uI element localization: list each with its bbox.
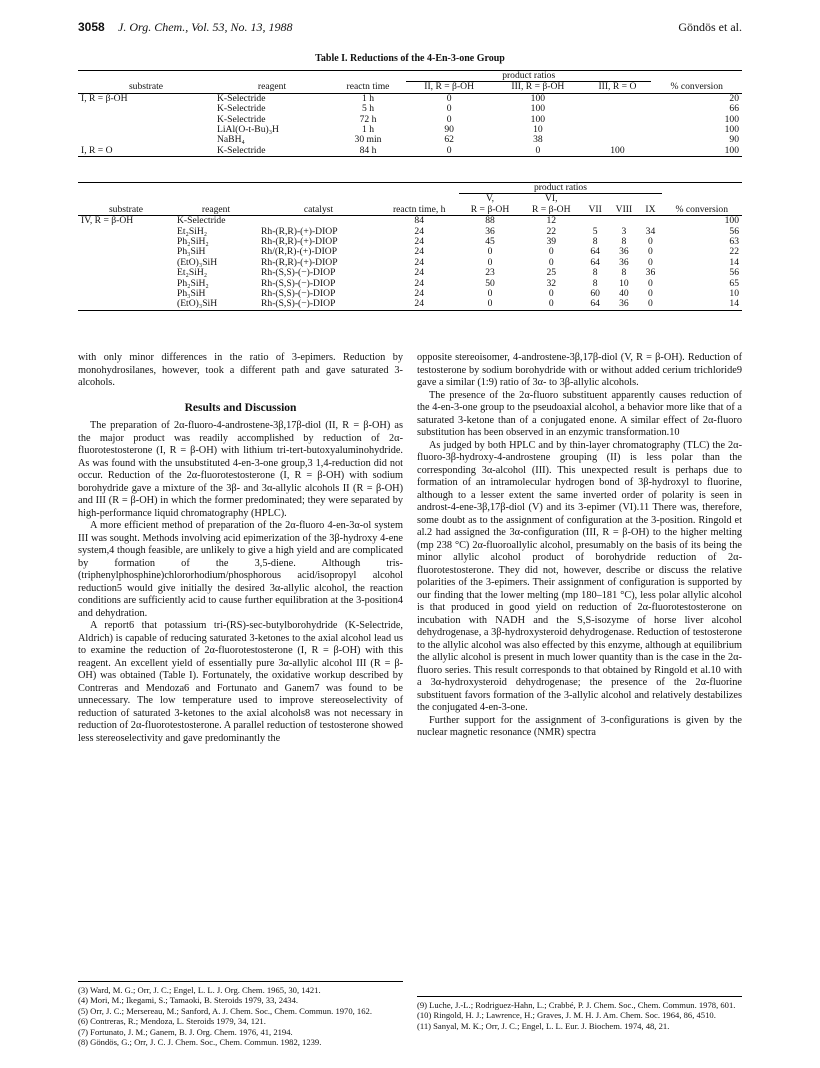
left-column bbox=[78, 352, 403, 745]
table-2-cell: 39 bbox=[546, 236, 557, 248]
table-1-row bbox=[78, 135, 742, 145]
footnote: (7) Fortunato, J. M.; Ganem, B. J. Org. Chem. 1976, 41, 2194. bbox=[78, 1026, 293, 1037]
table-2-cell: 45 bbox=[485, 236, 495, 248]
table-2-header-row bbox=[78, 205, 742, 216]
table-2-cell: 63 bbox=[729, 236, 739, 248]
table-2-cell: Rh-(S,S)-(−)-DIOP bbox=[261, 298, 336, 310]
table-2-cell: Rh-(R,R)-(+)-DIOP bbox=[261, 225, 338, 237]
table-2-cell bbox=[78, 237, 174, 247]
table-2-cell: 36 bbox=[619, 298, 629, 310]
table-2-cell: 8 bbox=[621, 236, 627, 248]
table-1-cell: 0 bbox=[446, 113, 452, 125]
journal-citation: J. Org. Chem., Vol. 53, No. 13, 1988 bbox=[118, 20, 293, 34]
page-number: 3058 bbox=[78, 20, 105, 34]
t2-col-viii: VIII bbox=[615, 203, 633, 215]
table-1-cell: 38 bbox=[533, 134, 543, 146]
table-1-cell: 20 bbox=[729, 92, 739, 104]
table-2-row bbox=[78, 299, 742, 310]
t2-col-vii: VII bbox=[588, 203, 602, 215]
table-2-cell: 0 bbox=[548, 246, 554, 258]
t2-col-vi: R = β-OH bbox=[531, 203, 571, 215]
table-1-cell bbox=[583, 125, 651, 135]
t2-col-substrate: substrate bbox=[108, 203, 144, 215]
table-2-cell bbox=[78, 299, 174, 310]
table-2-cell bbox=[78, 279, 174, 289]
table-2-cell: 65 bbox=[729, 277, 739, 289]
table-2-cell: Rh-(R,R)-(+)-DIOP bbox=[261, 256, 338, 268]
table-2-cell: 25 bbox=[546, 267, 557, 279]
table-2-cell: 3 bbox=[621, 225, 627, 237]
table-2-cell: Ph₂SiH₂ bbox=[177, 277, 209, 289]
table-2-cell bbox=[78, 289, 174, 299]
table-2-cell: 64 bbox=[590, 298, 600, 310]
t1-col-conversion: % conversion bbox=[670, 81, 723, 93]
table-2-cell: Ph₂SiH₂ bbox=[177, 236, 209, 248]
table-2-group-row bbox=[78, 183, 742, 194]
table-2-cell: 5 bbox=[592, 225, 598, 237]
t1-col-iii-o: III, R = O bbox=[598, 81, 637, 93]
table-2-cell: 88 bbox=[485, 215, 495, 227]
table-1-cell bbox=[78, 104, 214, 114]
table-2-cell: 24 bbox=[414, 288, 424, 300]
table-2-cell: 24 bbox=[414, 246, 424, 258]
table-1-cell bbox=[583, 115, 651, 125]
right-column bbox=[417, 352, 742, 740]
table-2-cell: Ph₃SiH bbox=[177, 246, 206, 258]
table-2-cell: 64 bbox=[590, 246, 600, 258]
footnotes-right bbox=[417, 996, 742, 1031]
table-2-cell bbox=[78, 258, 174, 268]
left-paragraph: A more efficient method of preparation of the 2α-fluoro 4-en-3α-ol system III was sought. Methods involving acid epimerization of the 3β-hydroxy 4-ene system,4 though feasible, are unlikely to give a high yield and are complicated by formation of the 3,5-diene. Although tris-(triphenylphosphine)chlororhodium/phosphorous acid/isopropyl alcohol reduction5 would give initially the desired 3α-allylic alcohol, the reaction conditions are sufficiently acid to cause further equilibration at the 3-position4 and dehydration. bbox=[78, 520, 403, 619]
table-2-cell: 22 bbox=[729, 246, 739, 258]
footnote: (5) Orr, J. C.; Mersereau, M.; Sanford, A. J. Chem. Soc., Chem. Commun. 1970, 162. bbox=[78, 1005, 372, 1016]
left-paragraph: The preparation of 2α-fluoro-4-androstene-3β,17β-diol (II, R = β-OH) as the major product was readily accomplished by reduction of 2α-fluorotestosterone (I, R = β-OH) with lithium tri-tert-butoxyaluminohydride. As was found with the unsubstituted 4-en-3-one group,3 1,4-reduction did not occur. Reduction of the 2α-fluorotestosterone (I, R = β-OH) with sodium borohydride gave a mixture of the 3β- and 3α-allylic alcohols II (R = β-OH) and III (R = β-OH) in which the former predominated; they were separated by high-performance liquid chromatography (HPLC). bbox=[78, 420, 403, 519]
table-2-cell: 0 bbox=[487, 288, 493, 300]
table-2-cell bbox=[639, 216, 661, 227]
table-1-cell: 66 bbox=[729, 103, 739, 115]
table-2-cell: 0 bbox=[487, 298, 493, 310]
table-2-cell: 8 bbox=[592, 277, 598, 289]
table-2-cell: 10 bbox=[729, 288, 739, 300]
t2-col-vi-top: VI, bbox=[544, 193, 558, 205]
table-1-cell: LiAl(O-t-Bu)₃H bbox=[217, 124, 279, 136]
table-1-cell: 0 bbox=[446, 103, 452, 115]
t2-col-time: reactn time, h bbox=[392, 203, 446, 215]
t1-col-reagent: reagent bbox=[257, 81, 287, 93]
table-2-cell: 24 bbox=[414, 298, 424, 310]
table-1-cell: 90 bbox=[729, 134, 739, 146]
table-2-cell: 36 bbox=[619, 256, 629, 268]
table-2-cell bbox=[258, 216, 379, 227]
table-2-cell: 100 bbox=[724, 215, 739, 227]
footnote: (8) Göndös, G.; Orr, J. C. J. Chem. Soc., Chem. Commun. 1982, 1239. bbox=[78, 1037, 322, 1048]
table-2-cell: 22 bbox=[546, 225, 557, 237]
table-2-cell: 8 bbox=[592, 236, 598, 248]
table-2-cell: 24 bbox=[414, 236, 424, 248]
table-2-cell: K-Selectride bbox=[177, 215, 226, 227]
table-1-cell bbox=[583, 93, 651, 104]
table-2-cell: 36 bbox=[645, 267, 656, 279]
table-2 bbox=[78, 182, 742, 311]
table-2-cell bbox=[608, 216, 639, 227]
left-paragraph: A report6 that potassium tri-(RS)-sec-butylborohydride (K-Selectride, Aldrich) is capable of reducing saturated 3-ketones to the axial alcohol lead us to examine the reduction of 2α-fluorotestosterone (I, R = β-OH) with this reagent. An excellent yield of essentially pure 3α-allylic alcohol III (R = β-OH) was obtained (Table I). Fortunately, the oxidative workup described by Contreras and Mendoza6 and Fortunato and Ganem7 was found to be unnecessary. The low temperature used to improve stereoselectivity of reduction of saturated 3-ketones to the axial alcohols8 was not necessary in reduction of 2α-fluorotestosterone. A parallel reduction of testosterone showed less stereoselectivity and gave predominantly the bbox=[78, 620, 403, 744]
table-1-cell: 100 bbox=[724, 113, 739, 125]
table-2-cell: 0 bbox=[648, 236, 653, 248]
table-2-cell: 0 bbox=[487, 246, 493, 258]
table-2-cell: 24 bbox=[414, 256, 424, 268]
footnotes-left bbox=[78, 981, 403, 1047]
table-1-cell: 1 h bbox=[362, 92, 374, 104]
table-2-cell: 0 bbox=[548, 256, 554, 268]
table-1-cell: 100 bbox=[610, 144, 625, 156]
table-2-cell: 0 bbox=[548, 298, 554, 310]
table-1-row bbox=[78, 146, 742, 157]
t2-col-reagent: reagent bbox=[201, 203, 231, 215]
table-1-cell: 5 h bbox=[362, 103, 374, 115]
table-2-cell: 12 bbox=[546, 215, 557, 227]
page-header bbox=[78, 20, 742, 36]
table-1-cell: 100 bbox=[530, 103, 546, 115]
table-2-row bbox=[78, 216, 742, 227]
table-2-cell: 56 bbox=[729, 267, 739, 279]
table-2-cell: 8 bbox=[592, 267, 598, 279]
table-2-cell bbox=[582, 216, 609, 227]
footnote: (9) Luche, J.-L.; Rodriguez-Hahn, L.; Crabbé, P. J. Chem. Soc., Chem. Commun. 1978, 601. bbox=[417, 1000, 736, 1010]
table-1-row bbox=[78, 104, 742, 114]
table-1-cell bbox=[78, 115, 214, 125]
table-2-cell: Rh-(S,S)-(−)-DIOP bbox=[261, 277, 336, 289]
table-2-cell: 0 bbox=[648, 298, 653, 310]
table-2-cell: 56 bbox=[729, 225, 739, 237]
table-2-cell: 84 bbox=[414, 215, 424, 227]
table-1-cell: I, R = O bbox=[81, 144, 113, 156]
table-1-row bbox=[78, 93, 742, 104]
table-2-group-header: product ratios bbox=[459, 183, 661, 194]
table-2-cell: Rh-(S,S)-(−)-DIOP bbox=[261, 288, 336, 300]
table-1-cell: K-Selectride bbox=[217, 113, 266, 125]
table-1-cell: 100 bbox=[530, 113, 546, 125]
table-1-cell: 62 bbox=[444, 134, 454, 146]
table-2-cell: Ph₃SiH bbox=[177, 288, 206, 300]
table-2-cell: 8 bbox=[621, 267, 627, 279]
table-2-cell: 10 bbox=[619, 277, 629, 289]
table-2-cell: 24 bbox=[414, 225, 424, 237]
t2-col-ix: IX bbox=[645, 203, 656, 215]
t2-col-conversion: % conversion bbox=[675, 203, 729, 215]
table-1-cell: K-Selectride bbox=[217, 92, 266, 104]
table-2-body bbox=[78, 216, 742, 311]
table-1-cell: 0 bbox=[446, 92, 452, 104]
table-1-cell: 100 bbox=[724, 144, 739, 156]
table-1-row bbox=[78, 125, 742, 135]
table-1-cell: I, R = β-OH bbox=[81, 92, 128, 104]
table-2-cell: 23 bbox=[485, 267, 495, 279]
table-1-group-row bbox=[78, 71, 742, 82]
t2-col-v-top: V, bbox=[485, 193, 495, 205]
table-title: Table I. Reductions of the 4-En-3-one Group bbox=[315, 53, 505, 64]
table-1-cell: K-Selectride bbox=[217, 144, 266, 156]
table-2-cell: Et₂SiH₂ bbox=[177, 225, 208, 237]
table-1-cell: 100 bbox=[724, 124, 739, 136]
table-2-cell: 14 bbox=[729, 256, 739, 268]
t2-col-v: R = β-OH bbox=[470, 203, 510, 215]
table-2-cell: 50 bbox=[485, 277, 495, 289]
table-2-cell: Et₂SiH₂ bbox=[177, 267, 208, 279]
table-2-cell: (EtO)₃SiH bbox=[177, 256, 218, 268]
table-2-cell: 14 bbox=[729, 298, 739, 310]
table-2-cell bbox=[78, 227, 174, 237]
table-2-cell: 0 bbox=[487, 256, 493, 268]
table-2-cell: 32 bbox=[546, 277, 557, 289]
footnote: (6) Contreras, R.; Mendoza, L. Steroids 1979, 34, 121. bbox=[78, 1016, 266, 1027]
table-2-cell: Rh-(R,R)-(+)-DIOP bbox=[261, 236, 338, 248]
table-2-cell: 0 bbox=[648, 246, 653, 258]
table-1-cell: K-Selectride bbox=[217, 103, 266, 115]
t1-col-ii: II, R = β-OH bbox=[424, 81, 474, 93]
table-1-cell: 1 h bbox=[362, 124, 374, 136]
table-2-cell: Rh-(S,S)-(−)-DIOP bbox=[261, 267, 336, 279]
table-1-cell: 100 bbox=[530, 92, 546, 104]
table-1-cell: 90 bbox=[444, 124, 454, 136]
right-paragraph: The presence of the 2α-fluoro substituent apparently causes reduction of the 4-en-3-one group to the pseudoaxial alcohol, a behavior more like that of a saturated 3-ketone than of a conjugated enone. A similar effect of 2α-fluoro substitution has been observed in an enzymic transformation.10 bbox=[417, 389, 742, 438]
t1-col-iii: III, R = β-OH bbox=[511, 81, 565, 93]
table-2-cell: 36 bbox=[485, 225, 495, 237]
table-1 bbox=[78, 70, 742, 157]
table-1-cell: 30 min bbox=[354, 134, 382, 146]
right-paragraph: Further support for the assignment of 3-configurations is given by the nuclear magnetic resonance (NMR) spectra bbox=[417, 714, 742, 738]
right-intro: opposite stereoisomer, 4-androstene-3β,17β-diol (V, R = β-OH). Reduction of testosterone by sodium borohydride with or without added cerium trichloride9 gave a similar (1:9) ratio of 3α- to 3β-allylic alcohols. bbox=[417, 352, 742, 388]
right-paragraph: As judged by both HPLC and by thin-layer chromatography (TLC) the 2α-fluoro-3β-hydroxy-4-androstene grouping (II) is less polar than the corresponding 3α-alcohol (III). This unexpected result is perhaps due to formation of an intramolecular hydrogen bond of 3β-hydroxyl to fluorine, although to a lesser extent the same inverted order of polarity is seen in androst-4-ene-3β,17β-diol (V) and its 3-epimer (VI).11 There was, therefore, some doubt as to the assignment of configuration at the 3-position. Ringold et al.2 had assigned the 3α-configuration (III, R = β-OH) to the higher melting (mp 238 °C) 2α-fluoroallylic alcohol, presumably on the basis of its being the minor allylic alcohol product of borohydride reduction of 2α-fluorotestosterone. They did not, however, describe or discuss the relative polarities of the 3-epimers. Their assignment of configuration is supported by our finding that the lower melting (mp 180–181 °C), less polar allylic alcohol is that produced in good yield on reduction of 2α-fluorotestosterone on incubation with NADH and the S,S-isozyme of horse liver alcohol dehydrogenase, a 3β-hydroxysteroid dehydrogenase. Reduction of testosterone to the allylic alcohol was also effected by this enzyme, although at equilibrium the allylic alcohol is present in much lower quantity than is the case in the 2α-fluoro series. This result corresponds to that obtained by Ringold et al.10 with a 3α-hydroxysteroid dehydrogenase; the presence of the 2α-fluorine substituent favors formation of the 3-allylic alcohol and relatively destabilizes the conjugated 4-en-3-one. bbox=[417, 439, 742, 713]
table-2-cell: 0 bbox=[648, 277, 653, 289]
section-heading: Results and Discussion bbox=[184, 401, 297, 414]
table-2-cell: 36 bbox=[619, 246, 629, 258]
table-2-cell bbox=[78, 268, 174, 278]
footnote: (10) Ringold, H. J.; Lawrence, H.; Graves, J. M. H. J. Am. Chem. Soc. 1964, 86, 4510. bbox=[417, 1010, 716, 1021]
t1-col-substrate: substrate bbox=[128, 81, 164, 93]
table-1-header-row bbox=[78, 82, 742, 93]
footnote: (4) Mori, M.; Ikegami, S.; Tamaoki, B. Steroids 1979, 33, 2434. bbox=[78, 995, 299, 1006]
table-1-cell: NaBH₄ bbox=[217, 134, 245, 146]
table-2-cell: 0 bbox=[648, 288, 653, 300]
footnote: (11) Sanyal, M. K.; Orr, J. C.; Engel, L. L. Eur. J. Biochem. 1974, 48, 21. bbox=[417, 1020, 670, 1031]
footnote: (3) Ward, M. G.; Orr, J. C.; Engel, L. L. J. Org. Chem. 1965, 30, 1421. bbox=[78, 985, 321, 995]
t2-col-catalyst: catalyst bbox=[303, 203, 334, 215]
table-2-cell: (EtO)₃SiH bbox=[177, 298, 218, 310]
table-2-cell: 0 bbox=[648, 256, 653, 268]
left-intro: with only minor differences in the ratio of 3-epimers. Reduction by monohydrosilanes, however, took a different path and gave saturated 3-alcohols. bbox=[78, 352, 403, 388]
table-1-body bbox=[78, 93, 742, 156]
table-1-cell: 72 h bbox=[359, 113, 377, 125]
table-1-cell: 10 bbox=[533, 124, 543, 136]
table-2-cell: 60 bbox=[590, 288, 600, 300]
table-2-cell: IV, R = β-OH bbox=[81, 215, 134, 227]
table-1-cell: 0 bbox=[535, 144, 541, 156]
table-1-cell: 84 h bbox=[359, 144, 377, 156]
table-1-cell: 0 bbox=[446, 144, 452, 156]
table-1-group-header: product ratios bbox=[406, 71, 651, 82]
table-2-cell: 64 bbox=[590, 256, 600, 268]
table-2-cell: 34 bbox=[645, 225, 656, 237]
table-1-row bbox=[78, 115, 742, 125]
table-2-cell: 40 bbox=[619, 288, 629, 300]
table-2-cell: 24 bbox=[414, 277, 424, 289]
table-1-cell bbox=[583, 104, 651, 114]
t1-col-time: reactn time bbox=[346, 81, 390, 93]
table-2-cell: Rh/(R,R)-(+)-DIOP bbox=[261, 246, 338, 258]
table-1-cell bbox=[78, 125, 214, 135]
table-2-cell: 0 bbox=[548, 288, 554, 300]
running-authors: Göndös et al. bbox=[678, 20, 742, 34]
table-2-cell: 24 bbox=[414, 267, 424, 279]
table-2-cell bbox=[78, 247, 174, 257]
